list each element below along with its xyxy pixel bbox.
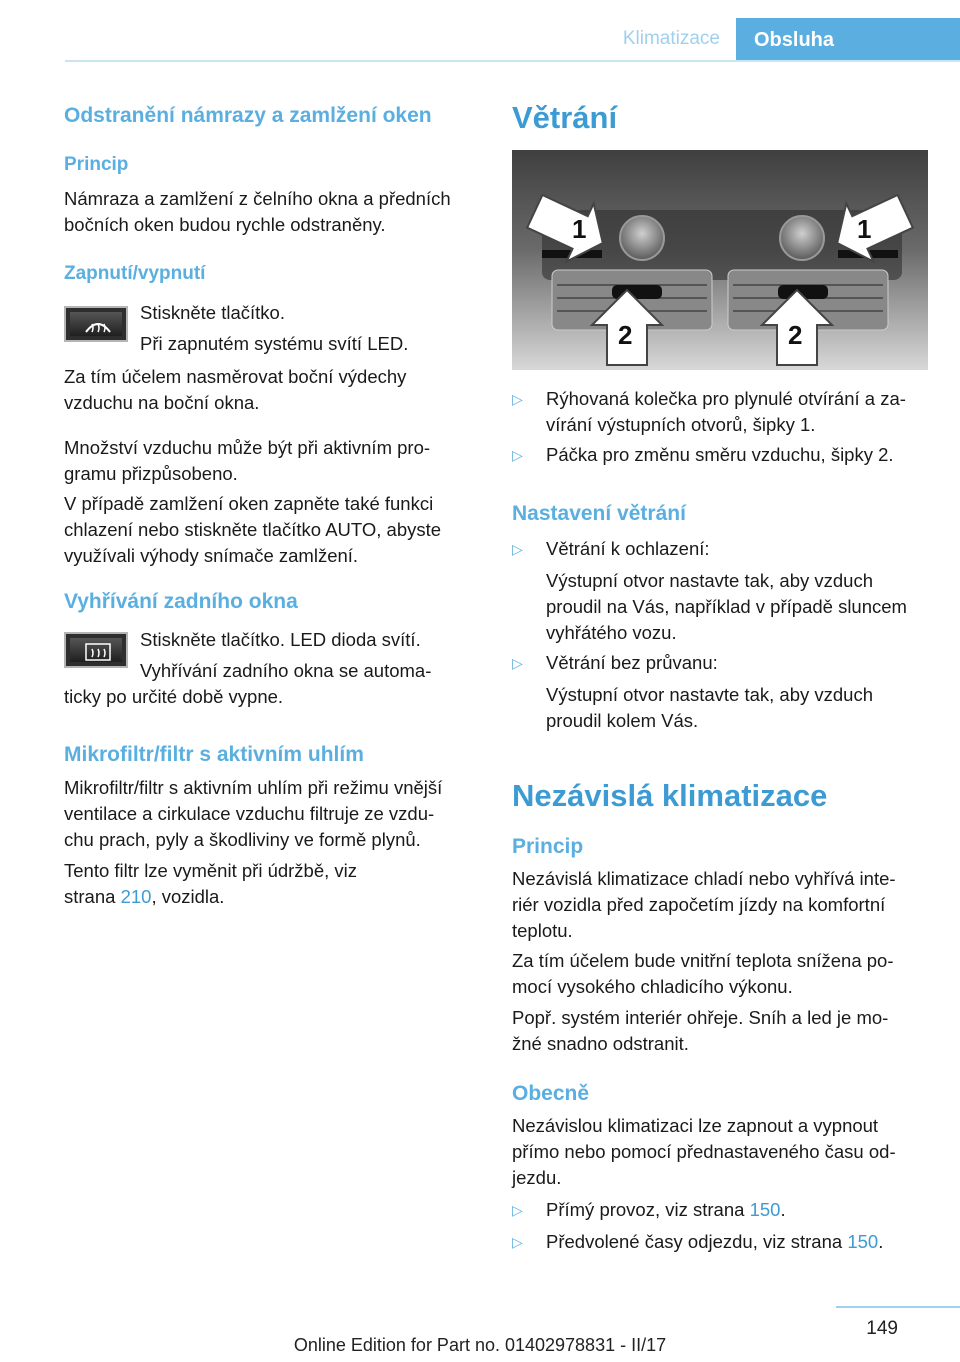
text-line: vzduchu na boční okna.: [64, 392, 260, 413]
front-defrost-button-icon: [64, 306, 128, 342]
text-line: ticky po určité době vypne.: [64, 686, 284, 707]
text-line: Stiskněte tlačítko.: [140, 302, 285, 323]
footer-rule: [836, 1306, 960, 1308]
page-link-150[interactable]: 150: [847, 1231, 879, 1252]
text-line: Páčka pro změnu směru vzduchu, šipky 2.: [546, 444, 894, 465]
text-line: ventilace a cirkulace vzduchu filtruje ze vzdu-: [64, 803, 435, 824]
text-fragment: , vozidla.: [151, 886, 225, 907]
text-line: Při zapnutém systému svítí LED.: [140, 333, 409, 354]
text-line: mocí vysokého chladicího výkonu.: [512, 976, 793, 997]
vent-controls-photo: [512, 150, 928, 370]
text-line: Nezávislá klimatizace chladí nebo vyhřívá inte-: [512, 868, 896, 889]
text-line: vírání výstupních otvorů, šipky 1.: [546, 414, 816, 435]
image-label: 1: [857, 214, 872, 244]
text-line: chlazení nebo stiskněte tlačítko AUTO, abyste: [64, 519, 442, 540]
section-heading-nezavisla: Nezávislá klimatizace: [512, 778, 828, 813]
text-line: Za tím účelem bude vnitřní teplota snížena po-: [512, 950, 894, 971]
text-fragment: Přímý provoz, viz strana: [546, 1199, 750, 1220]
text-line: Výstupní otvor nastavte tak, aby vzduch: [546, 684, 874, 705]
list-item: [512, 650, 932, 740]
list-item: [512, 442, 932, 472]
text-line: [64, 884, 224, 910]
text-line: Rýhovaná kolečka pro plynulé otvírání a za-: [546, 388, 906, 409]
header-tab: Obsluha: [736, 18, 960, 61]
list-item: [512, 1197, 932, 1227]
bullet-icon: ▷: [512, 447, 523, 463]
text-line: Tento filtr lze vyměnit při údržbě, viz: [64, 860, 358, 881]
subheading-princip-2: Princip: [512, 835, 584, 858]
text-line: Za tím účelem nasměrovat boční výdechy: [64, 366, 407, 387]
text-line: Množství vzduchu může být při aktivním pro-: [64, 437, 431, 458]
text-fragment: .: [780, 1199, 786, 1220]
bullet-icon: ▷: [512, 1202, 523, 1218]
page-link-150[interactable]: 150: [749, 1199, 781, 1220]
text-line: Větrání k ochlazení:: [546, 538, 710, 559]
text-line: vyhřátého vozu.: [546, 622, 677, 643]
image-label: 1: [572, 214, 587, 244]
text-fragment: .: [878, 1231, 884, 1252]
text-fragment: Předvolené časy odjezdu, viz strana: [546, 1231, 848, 1252]
text-line: V případě zamlžení oken zapněte také funkci: [64, 493, 434, 514]
text-line: Nezávislou klimatizaci lze zapnout a vypnout: [512, 1115, 879, 1136]
text-line: Vyhřívání zadního okna se automa-: [140, 660, 432, 681]
text-line: [546, 1197, 786, 1223]
text-line: žné snadno odstranit.: [512, 1033, 689, 1054]
text-line: Mikrofiltr/filtr s aktivním uhlím při režimu vnější: [64, 777, 443, 798]
bullet-icon: ▷: [512, 541, 523, 557]
bullet-icon: ▷: [512, 655, 523, 671]
text-line: [546, 1229, 883, 1255]
text-fragment: strana: [64, 886, 121, 907]
text-line: proudil kolem Vás.: [546, 710, 699, 731]
text-line: Větrání bez průvanu:: [546, 652, 718, 673]
image-label: 2: [788, 320, 803, 350]
text-line: bočních oken budou rychle odstraněny.: [64, 214, 386, 235]
header-rule: [65, 60, 960, 62]
text-line: Stiskněte tlačítko. LED dioda svítí.: [140, 629, 421, 650]
bullet-icon: ▷: [512, 391, 523, 407]
text-line: přímo nebo pomocí přednastaveného času od-: [512, 1141, 896, 1162]
page-number: 149: [866, 1318, 898, 1339]
subheading-mikrofiltr: Mikrofiltr/filtr s aktivním uhlím: [64, 743, 364, 766]
edition-footer: Online Edition for Part no. 01402978831 - II/17: [293, 1335, 667, 1355]
text-line: riér vozidla před započetím jízdy na komfortní: [512, 894, 886, 915]
text-line: teplotu.: [512, 920, 573, 941]
subheading-nastaveni: Nastavení větrání: [512, 502, 686, 525]
rear-defrost-button-icon: [64, 632, 128, 668]
bullet-icon: ▷: [512, 1234, 523, 1250]
subheading-princip: Princip: [64, 154, 129, 175]
subheading-vyhrivani: Vyhřívání zadního okna: [64, 590, 298, 613]
text-line: chu prach, pyly a škodliviny ve formě plynů.: [64, 829, 421, 850]
text-line: Popř. systém interiér ohřeje. Sníh a led je mo-: [512, 1007, 889, 1028]
page-link-210[interactable]: 210: [120, 886, 152, 907]
header-section-title: Klimatizace: [622, 28, 720, 49]
list-item: [512, 386, 932, 446]
image-label: 2: [618, 320, 633, 350]
list-item: [512, 536, 932, 646]
text-line: jezdu.: [512, 1167, 562, 1188]
text-line: využívali výhody snímače zamlžení.: [64, 545, 359, 566]
list-item: [512, 1229, 932, 1259]
subheading-zapnuti: Zapnutí/vypnutí: [64, 263, 206, 284]
text-line: Námraza a zamlžení z čelního okna a předních: [64, 188, 451, 209]
section-heading-defrost: Odstranění námrazy a zamlžení oken: [64, 104, 432, 127]
section-heading-vetrani: Větrání: [512, 100, 618, 135]
subheading-obecne: Obecně: [512, 1082, 590, 1105]
text-line: proudil na Vás, například v případě sluncem: [546, 596, 907, 617]
text-line: Výstupní otvor nastavte tak, aby vzduch: [546, 570, 874, 591]
text-line: gramu přizpůsobeno.: [64, 463, 238, 484]
